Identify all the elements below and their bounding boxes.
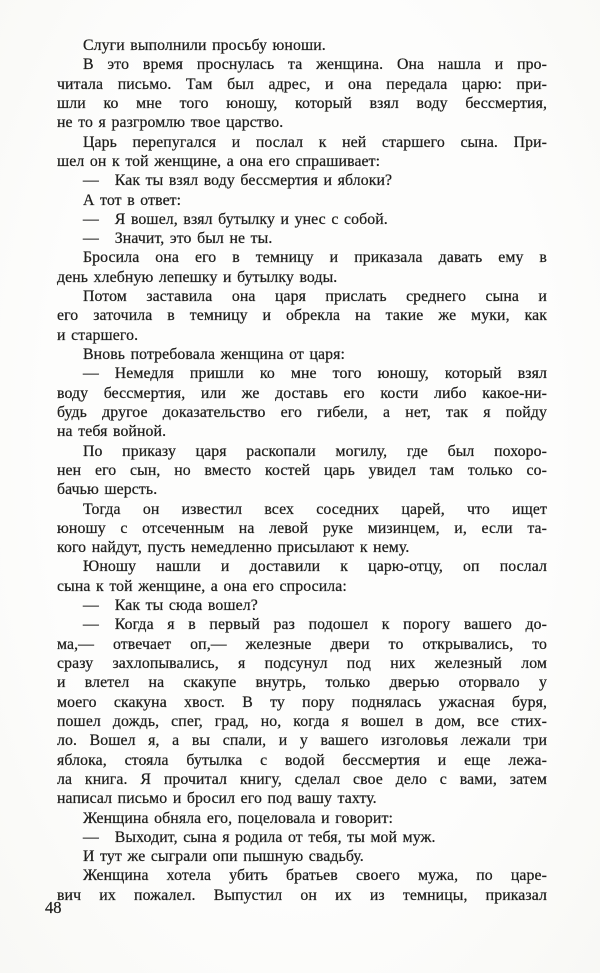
text-line: — Немедля пришли ко мне того юношу, который взял — [83, 365, 547, 383]
text-line: юношу с отсеченным на левой руке мизинцем, и, если та- — [57, 519, 547, 537]
text-line: И тут же сыграли опи пышную свадьбу. — [83, 848, 364, 866]
text-line: сына к той женщине, а она его спросила: — [57, 577, 347, 595]
text-line: Женщина обняла его, поцеловала и говорит: — [83, 809, 393, 827]
text-line: Вновь потребовала женщина от царя: — [83, 346, 345, 363]
text-line: и старшего. — [57, 326, 139, 344]
text-line: — Я вошел, взял бутылку и унес с собой. — [83, 210, 388, 228]
text-line: В это время проснулась та женщина. Она нашла и про- — [83, 56, 547, 74]
text-line: моего скакуна хвост. В ту пору поднялась ужасная буря, — [57, 693, 547, 711]
text-line: — Как ты сюда вошел? — [83, 597, 258, 615]
text-line: шел он к той женщине, а она его спрашивает: — [57, 152, 381, 170]
text-line: вич их пожалел. Выпустил он их из темницы, приказал — [57, 886, 547, 904]
text-line: А тот в ответ: — [83, 191, 182, 209]
text-line: читала письмо. Там был адрес, и она передала царю: при- — [57, 75, 547, 93]
text-line: — Выходит, сына я родила от тебя, ты мой муж. — [83, 828, 436, 846]
text-line: — Значит, это был не ты. — [83, 230, 273, 248]
text-line: пошел дождь, спег, град, но, когда я вошел в дом, все стих- — [57, 712, 547, 730]
text-line: день хлебную лепешку и бутылку воды. — [57, 268, 338, 286]
text-line: Потом заставила она царя прислать среднего сына и — [83, 288, 547, 306]
text-line: ма,— отвечает оп,— железные двери то открывались, то — [57, 635, 547, 653]
text-line: шли ко мне того юношу, который взял воду бессмертия, — [57, 94, 547, 112]
text-line: его заточила в темницу и обрекла на такие же муки, как — [57, 307, 547, 325]
text-line: — Когда я в первый раз подошел к порогу вашего до- — [83, 616, 547, 634]
text-line: По приказу царя раскопали могилу, где был похоро- — [83, 442, 547, 460]
text-line: Женщина хотела убить братьев своего мужа, по царе- — [83, 867, 547, 885]
text-line: на тебя войной. — [57, 423, 167, 441]
text-line: кого найдут, пусть немедленно присылают к нему. — [57, 539, 410, 557]
text-line: ла книга. Я прочитал книгу, сделал свое дело с вами, затем — [57, 770, 547, 788]
text-line: написал письмо и бросил его под вашу тахту. — [57, 790, 377, 808]
text-line: нен его сын, но вместо костей царь увидел там только со- — [57, 461, 547, 479]
text-line: Бросила она его в темницу и приказала давать ему в — [83, 249, 547, 267]
text-line: яблока, стояла бутылка с водой бессмертия и еще лежа- — [57, 751, 547, 769]
text-line: бачью шерсть. — [57, 481, 158, 499]
text-line: не то я разгромлю твое царство. — [57, 114, 284, 132]
text-line: воду бессмертия, или же доставь его кости либо какое-ни- — [57, 384, 547, 402]
text-line: Тогда он известил всех соседних царей, что ищет — [83, 500, 547, 518]
page-text-column — [57, 36, 547, 905]
text-line: Царь перепугался и послал к ней старшего сына. При- — [83, 133, 547, 151]
text-line: будь другое доказательство его гибели, а нет, так я пойду — [57, 403, 547, 421]
text-line: Юношу нашли и доставили к царю-отцу, оп послал — [83, 558, 547, 576]
text-line: и влетел на скакупе внутрь, только дверью оторвало у — [57, 674, 547, 692]
text-line: Слуги выполнили просьбу юноши. — [83, 37, 326, 54]
text-line: — Как ты взял воду бессмертия и яблоки? — [83, 172, 393, 190]
text-line: ло. Вошел я, а вы спали, и у вашего изголовья лежали три — [57, 732, 547, 750]
page-number: 48 — [45, 898, 62, 917]
text-line: сразу захлопывались, я подсунул под них железный лом — [57, 655, 547, 672]
